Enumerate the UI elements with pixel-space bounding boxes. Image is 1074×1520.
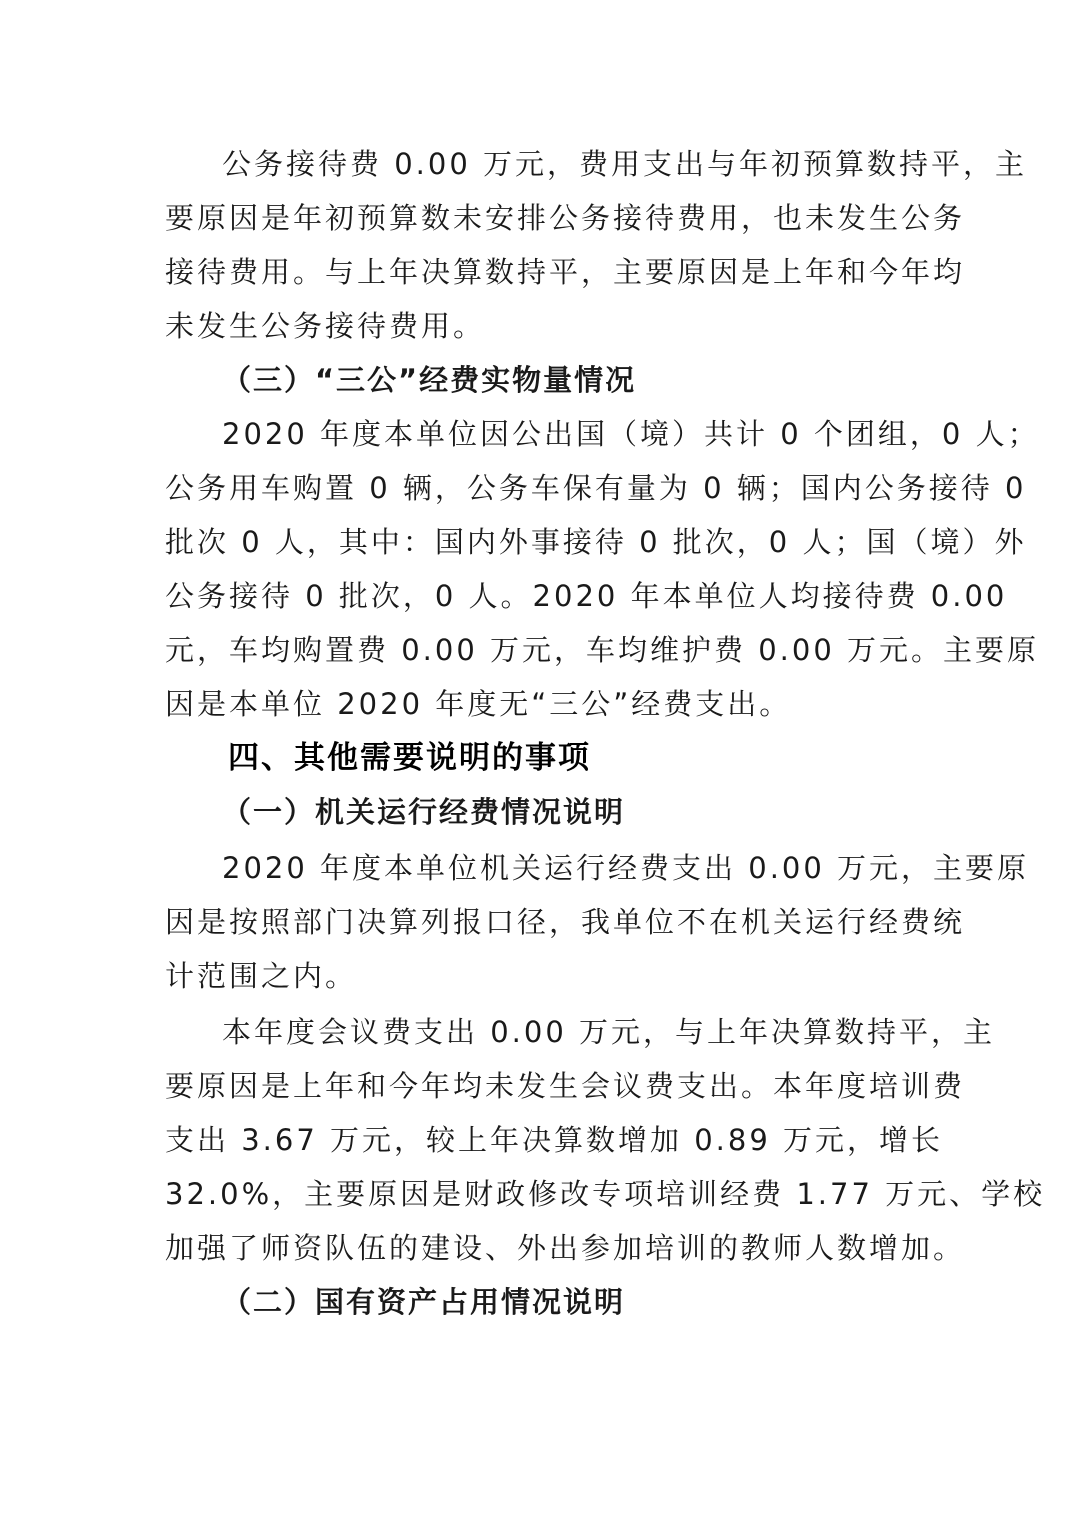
paragraph-line: 本年度会议费支出 0.00 万元，与上年决算数持平，主 — [222, 1015, 996, 1049]
paragraph-line: 2020 年度本单位因公出国（境）共计 0 个团组，0 人； — [222, 417, 1040, 451]
paragraph-line: 因是按照部门决算列报口径，我单位不在机关运行经费统 — [165, 905, 966, 939]
paragraph-line: 支出 3.67 万元，较上年决算数增加 0.89 万元，增长 — [165, 1123, 944, 1157]
paragraph-line: 元，车均购置费 0.00 万元，车均维护费 0.00 万元。主要原 — [165, 633, 1040, 667]
paragraph-line: 32.0%，主要原因是财政修改专项培训经费 1.77 万元、学校 — [165, 1177, 1046, 1211]
subsection-heading: （二）国有资产占用情况说明 — [222, 1285, 626, 1319]
paragraph-line: 未发生公务接待费用。 — [165, 309, 486, 343]
section-heading: 四、其他需要说明的事项 — [228, 740, 591, 776]
subsection-heading: （一）机关运行经费情况说明 — [222, 795, 626, 829]
subsection-heading: （三）“三公”经费实物量情况 — [222, 363, 637, 397]
paragraph-line: 加强了师资队伍的建设、外出参加培训的教师人数增加。 — [165, 1231, 966, 1265]
paragraph-line: 公务接待 0 批次，0 人。2020 年本单位人均接待费 0.00 — [165, 579, 1008, 613]
paragraph-line: 公务接待费 0.00 万元，费用支出与年初预算数持平，主 — [222, 147, 1028, 181]
paragraph-line: 2020 年度本单位机关运行经费支出 0.00 万元，主要原 — [222, 851, 1030, 885]
paragraph-line: 接待费用。与上年决算数持平，主要原因是上年和今年均 — [165, 255, 966, 289]
paragraph-line: 因是本单位 2020 年度无“三公”经费支出。 — [165, 687, 792, 721]
paragraph-line: 要原因是上年和今年均未发生会议费支出。本年度培训费 — [165, 1069, 966, 1103]
paragraph-line: 计范围之内。 — [165, 959, 358, 993]
paragraph-line: 要原因是年初预算数未安排公务接待费用，也未发生公务 — [165, 201, 966, 235]
paragraph-line: 批次 0 人，其中：国内外事接待 0 批次，0 人；国（境）外 — [165, 525, 1027, 559]
paragraph-line: 公务用车购置 0 辆，公务车保有量为 0 辆；国内公务接待 0 — [165, 471, 1027, 505]
